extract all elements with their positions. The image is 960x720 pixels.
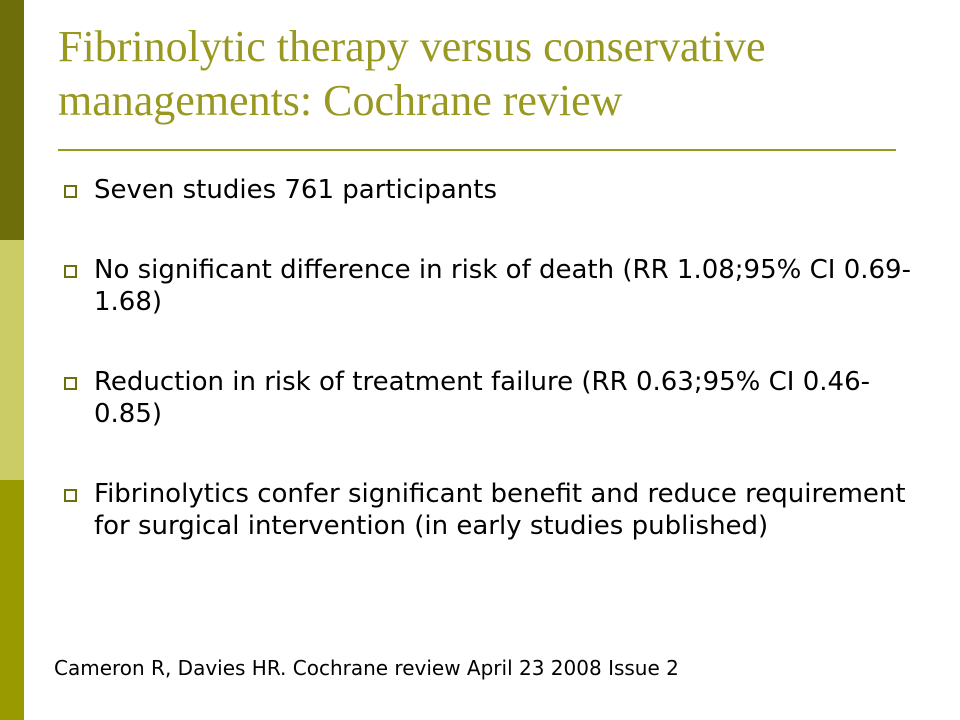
title-divider: [58, 149, 896, 151]
square-bullet-icon: [64, 265, 77, 278]
citation: Cameron R, Davies HR. Cochrane review April 23 2008 Issue 2: [54, 656, 679, 680]
square-bullet-icon: [64, 185, 77, 198]
side-bar-middle: [0, 240, 24, 480]
side-bar-bottom: [0, 480, 24, 720]
bullet-list: [60, 174, 920, 542]
bullet-text: No significant difference in risk of death (RR 1.08;95% CI 0.69-1.68): [94, 255, 911, 317]
bullet-item: [60, 254, 920, 318]
slide-title: Fibrinolytic therapy versus conservative managements: Cochrane review: [58, 22, 766, 125]
square-bullet-icon: [64, 489, 77, 502]
bullet-item: [60, 478, 920, 542]
bullet-text: Fibrinolytics confer significant benefit and reduce requirement for surgical intervention (in early studies published): [94, 479, 906, 541]
bullet-item: [60, 174, 920, 206]
side-bar-top: [0, 0, 24, 240]
bullet-item: [60, 366, 920, 430]
square-bullet-icon: [64, 377, 77, 390]
bullet-text: Reduction in risk of treatment failure (RR 0.63;95% CI 0.46-0.85): [94, 367, 871, 429]
bullet-text: Seven studies 761 participants: [94, 175, 497, 205]
